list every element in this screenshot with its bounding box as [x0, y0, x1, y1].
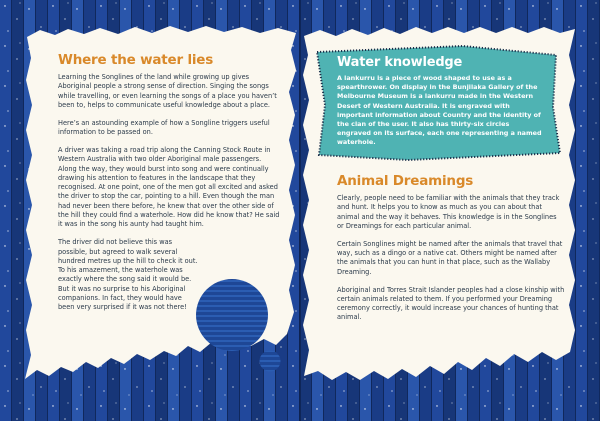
right-paragraph-1: Clearly, people need to be familiar with the animals that they track and hunt. It helps you to know as much as you can about that animal and the way it behaves. This knowledge is in the Songlines or Dreamings for each particular animal.: [337, 194, 560, 230]
waterhole-circle-small: [260, 351, 281, 372]
left-paragraph-2: Here’s an astounding example of how a Songline triggers useful information to be passed on.: [58, 118, 270, 137]
left-paragraph-4: The driver did not believe this was possible, but agreed to walk several hundred metres up the hill to check it out. To his amazement, the waterhole was exactly where the song said it would be. But it was no surprise to his Aboriginal companions. In fact, they would have been very surprised if it was not there!: [58, 238, 198, 312]
right-paragraph-3: Aboriginal and Torres Strait Islander peoples had a close kinship with certain animals related to them. If you performed your Dreaming ceremony correctly, it would increase your chances of hunting that animal.: [337, 285, 565, 322]
water-knowledge-title: Water knowledge: [337, 55, 463, 70]
left-page-text: [58, 73, 281, 321]
right-page-title: Animal Dreamings: [337, 173, 474, 189]
left-paragraph-3: A driver was taking a road trip along the Canning Stock Route in Western Australia with two older Aboriginal male passengers. Along the way, they would burst into song and were continually drawing his attention to features in the landscape that they recognised. At one point, one of the men got all excited and asked the driver to stop the car, pointing to a hill. Even though the man had never been there before, he knew that over the other side of the hill they could find a waterhole. How did he know that? He said it was in the song his aunty had taught him.: [58, 145, 280, 229]
right-page-text: [337, 194, 565, 331]
right-paragraph-2: Certain Songlines might be named after the animals that travel that way, such as a dingo or a native cat. Others might be named after the animals that you can hunt in that place, such as the Wallaby Dreaming.: [337, 239, 563, 276]
left-page-title: Where the water lies: [58, 52, 214, 68]
water-knowledge-text: A lankurru is a piece of wood shaped to use as a spearthrower. On display in the Bunjilaka Gallery of the Melbourne Museum is a lankurru made in the Western Desert of Western Australia. It is engraved with important information about Country and the identity of the clan of the user. It also has thirty-six circles engraved on its surface, each one representing a named waterhole.: [337, 74, 542, 147]
left-paragraph-1: Learning the Songlines of the land while growing up gives Aboriginal people a strong sense of direction. Singing the songs while travelling, or even learning the songs of a place you haven’t been to, helps to communicate useful knowledge about a place.: [58, 73, 277, 109]
